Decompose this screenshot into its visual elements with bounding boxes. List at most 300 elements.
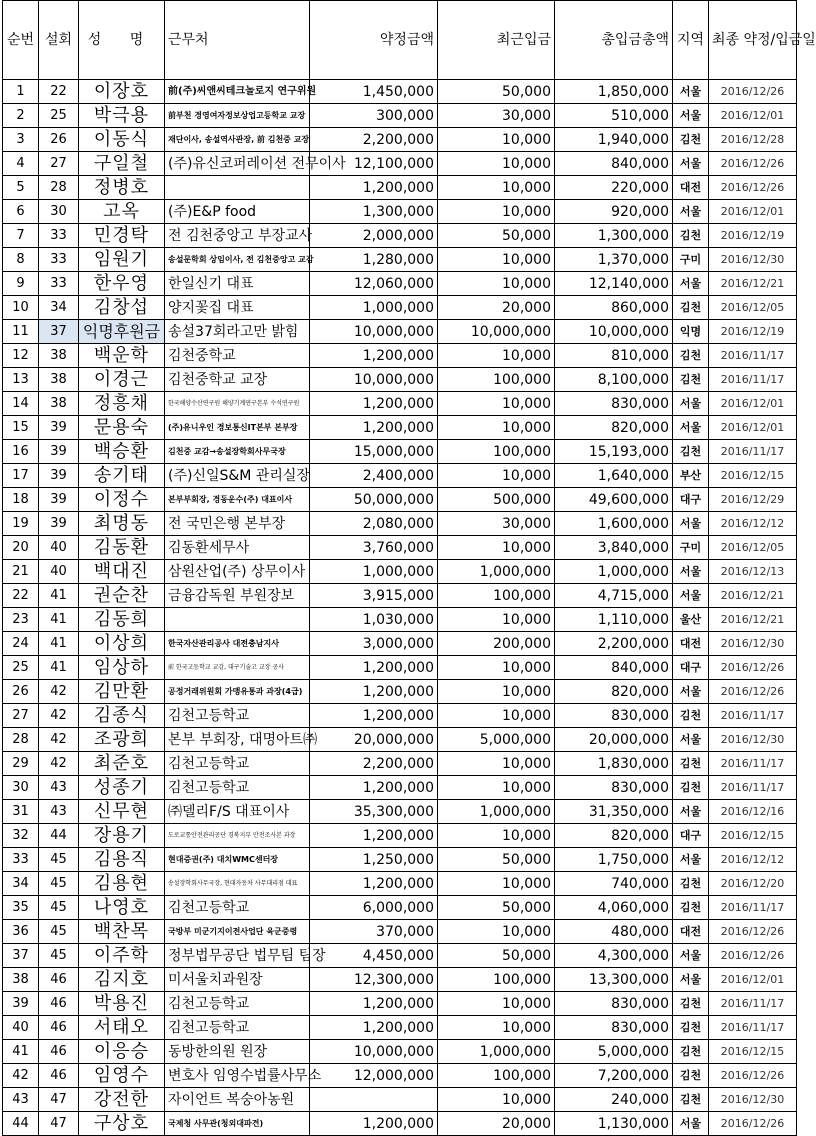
row-pledge-amount: 2,000,000 (310, 224, 438, 248)
row-total-deposit: 1,940,000 (555, 128, 673, 152)
row-workplace: 공정거래위원회 가맹유통과 과장(4급) (165, 680, 310, 704)
row-pledge-amount (310, 1088, 438, 1112)
row-name: 김종식 (79, 704, 165, 728)
table-row (3, 896, 797, 920)
row-name: 강전한 (79, 1088, 165, 1112)
row-seq: 25 (3, 656, 39, 680)
row-pledge-amount: 1,450,000 (310, 80, 438, 104)
row-last-date: 2016/12/21 (709, 608, 797, 632)
row-class-no: 41 (39, 656, 79, 680)
row-region: 서울 (673, 584, 709, 608)
row-pledge-amount: 4,450,000 (310, 944, 438, 968)
table-row (3, 272, 797, 296)
row-total-deposit: 830,000 (555, 992, 673, 1016)
row-total-deposit: 4,715,000 (555, 584, 673, 608)
row-name: 김동희 (79, 608, 165, 632)
row-name: 이상희 (79, 632, 165, 656)
row-workplace: 재단이사, 송설역사관장, 前 김천중 교장 (165, 128, 310, 152)
row-class-no: 26 (39, 128, 79, 152)
row-total-deposit: 1,850,000 (555, 80, 673, 104)
row-region: 김천 (673, 296, 709, 320)
row-last-date: 2016/12/26 (709, 1064, 797, 1088)
row-total-deposit: 12,140,000 (555, 272, 673, 296)
row-pledge-amount: 1,300,000 (310, 200, 438, 224)
row-workplace: 김동환세무사 (165, 536, 310, 560)
row-recent-deposit: 10,000 (438, 752, 555, 776)
row-class-no: 46 (39, 992, 79, 1016)
row-last-date: 2016/12/15 (709, 824, 797, 848)
row-name: 고옥 (79, 200, 165, 224)
row-name: 임원기 (79, 248, 165, 272)
table-row (3, 368, 797, 392)
row-recent-deposit: 10,000 (438, 1016, 555, 1040)
row-class-no: 34 (39, 296, 79, 320)
table-row (3, 968, 797, 992)
row-seq: 4 (3, 152, 39, 176)
row-last-date: 2016/12/12 (709, 512, 797, 536)
row-class-no: 41 (39, 632, 79, 656)
table-row (3, 464, 797, 488)
header-seq: 순번 (3, 1, 39, 80)
row-workplace: 김천고등학교 (165, 704, 310, 728)
table-row (3, 872, 797, 896)
row-last-date: 2016/11/17 (709, 992, 797, 1016)
row-seq: 36 (3, 920, 39, 944)
row-region: 김천 (673, 128, 709, 152)
row-class-no: 39 (39, 440, 79, 464)
table-row (3, 800, 797, 824)
row-region: 울산 (673, 608, 709, 632)
header-pledge-amount: 약정금액 (310, 1, 438, 80)
row-workplace: (주)유니우인 경보통신IT본부 본부장 (165, 416, 310, 440)
row-name: 백승환 (79, 440, 165, 464)
row-recent-deposit: 50,000 (438, 224, 555, 248)
row-region: 구미 (673, 248, 709, 272)
row-total-deposit: 1,000,000 (555, 560, 673, 584)
row-workplace: 前(주)씨앤씨테크놀로지 연구위원 (165, 80, 310, 104)
row-recent-deposit: 10,000 (438, 824, 555, 848)
row-region: 김천 (673, 1064, 709, 1088)
row-last-date: 2016/12/16 (709, 800, 797, 824)
row-seq: 44 (3, 1112, 39, 1136)
row-total-deposit: 1,370,000 (555, 248, 673, 272)
table-row (3, 512, 797, 536)
row-total-deposit: 10,000,000 (555, 320, 673, 344)
row-total-deposit: 1,110,000 (555, 608, 673, 632)
row-last-date: 2016/11/17 (709, 752, 797, 776)
row-last-date: 2016/12/26 (709, 152, 797, 176)
row-class-no: 42 (39, 752, 79, 776)
row-class-no: 37 (39, 320, 79, 344)
table-row (3, 992, 797, 1016)
row-pledge-amount: 2,200,000 (310, 128, 438, 152)
table-row (3, 80, 797, 104)
row-total-deposit: 1,750,000 (555, 848, 673, 872)
row-recent-deposit: 50,000 (438, 848, 555, 872)
row-last-date: 2016/11/17 (709, 440, 797, 464)
row-total-deposit: 740,000 (555, 872, 673, 896)
row-recent-deposit: 10,000 (438, 392, 555, 416)
row-seq: 3 (3, 128, 39, 152)
header-region: 지역 (673, 1, 709, 80)
table-row (3, 776, 797, 800)
row-workplace: 양지꽃집 대표 (165, 296, 310, 320)
table-row (3, 488, 797, 512)
row-last-date: 2016/12/19 (709, 224, 797, 248)
row-class-no: 46 (39, 968, 79, 992)
row-recent-deposit: 10,000 (438, 176, 555, 200)
row-seq: 34 (3, 872, 39, 896)
table-row (3, 560, 797, 584)
row-workplace: 현대증권(주) 대치WMC센터장 (165, 848, 310, 872)
row-total-deposit: 220,000 (555, 176, 673, 200)
row-region: 서울 (673, 968, 709, 992)
row-recent-deposit: 10,000 (438, 416, 555, 440)
row-total-deposit: 860,000 (555, 296, 673, 320)
header-total-deposit: 총입금총액 (555, 1, 673, 80)
row-recent-deposit: 100,000 (438, 440, 555, 464)
row-last-date: 2016/12/26 (709, 680, 797, 704)
row-workplace: (주)E&P food (165, 200, 310, 224)
row-workplace: 김천중학교 (165, 344, 310, 368)
row-pledge-amount: 1,200,000 (310, 1112, 438, 1136)
row-pledge-amount: 10,000,000 (310, 368, 438, 392)
row-workplace: 자이언트 복숭아농원 (165, 1088, 310, 1112)
table-row (3, 1016, 797, 1040)
row-class-no: 41 (39, 608, 79, 632)
row-name: 김만환 (79, 680, 165, 704)
row-seq: 10 (3, 296, 39, 320)
row-pledge-amount: 1,000,000 (310, 296, 438, 320)
row-last-date: 2016/11/17 (709, 704, 797, 728)
row-total-deposit: 13,300,000 (555, 968, 673, 992)
row-class-no: 45 (39, 896, 79, 920)
row-name: 조광희 (79, 728, 165, 752)
row-last-date: 2016/12/01 (709, 200, 797, 224)
table-row (3, 944, 797, 968)
row-pledge-amount: 6,000,000 (310, 896, 438, 920)
row-pledge-amount: 2,200,000 (310, 752, 438, 776)
row-seq: 8 (3, 248, 39, 272)
header-recent-deposit: 최근입금 (438, 1, 555, 80)
row-workplace: 김천고등학교 (165, 1016, 310, 1040)
row-region: 김천 (673, 344, 709, 368)
row-workplace: 김천고등학교 (165, 992, 310, 1016)
row-name: 익명후원금 (79, 320, 165, 344)
table-row (3, 608, 797, 632)
row-last-date: 2016/11/17 (709, 344, 797, 368)
row-seq: 41 (3, 1040, 39, 1064)
row-total-deposit: 830,000 (555, 1016, 673, 1040)
row-class-no: 33 (39, 248, 79, 272)
row-recent-deposit: 10,000 (438, 992, 555, 1016)
row-last-date: 2016/12/30 (709, 728, 797, 752)
row-region: 서울 (673, 848, 709, 872)
row-name: 서태오 (79, 1016, 165, 1040)
row-name: 이장호 (79, 80, 165, 104)
row-recent-deposit: 10,000 (438, 536, 555, 560)
row-class-no: 38 (39, 368, 79, 392)
row-class-no: 45 (39, 944, 79, 968)
row-workplace: 본부부회장, 경동운수(주) 대표이사 (165, 488, 310, 512)
row-class-no: 33 (39, 272, 79, 296)
row-recent-deposit: 30,000 (438, 512, 555, 536)
row-total-deposit: 8,100,000 (555, 368, 673, 392)
row-pledge-amount: 1,030,000 (310, 608, 438, 632)
table-row (3, 848, 797, 872)
row-name: 구일철 (79, 152, 165, 176)
row-last-date: 2016/11/17 (709, 1016, 797, 1040)
row-total-deposit: 49,600,000 (555, 488, 673, 512)
row-pledge-amount: 1,280,000 (310, 248, 438, 272)
row-name: 최명동 (79, 512, 165, 536)
row-class-no: 38 (39, 344, 79, 368)
row-recent-deposit: 100,000 (438, 968, 555, 992)
row-workplace: 김천고등학교 (165, 776, 310, 800)
row-name: 김용직 (79, 848, 165, 872)
row-class-no: 42 (39, 728, 79, 752)
table-row (3, 656, 797, 680)
row-workplace: 김천중 교감→송설장학회사무국장 (165, 440, 310, 464)
row-recent-deposit: 10,000 (438, 272, 555, 296)
row-region: 대전 (673, 176, 709, 200)
row-seq: 37 (3, 944, 39, 968)
row-pledge-amount: 1,200,000 (310, 680, 438, 704)
row-seq: 18 (3, 488, 39, 512)
row-seq: 33 (3, 848, 39, 872)
row-last-date: 2016/12/01 (709, 392, 797, 416)
row-seq: 22 (3, 584, 39, 608)
row-name: 박용진 (79, 992, 165, 1016)
row-name: 김동환 (79, 536, 165, 560)
row-recent-deposit: 10,000 (438, 344, 555, 368)
row-name: 김용현 (79, 872, 165, 896)
row-pledge-amount: 10,000,000 (310, 320, 438, 344)
row-last-date: 2016/12/21 (709, 584, 797, 608)
row-class-no: 45 (39, 872, 79, 896)
row-last-date: 2016/12/26 (709, 944, 797, 968)
row-seq: 31 (3, 800, 39, 824)
row-region: 김천 (673, 776, 709, 800)
row-seq: 14 (3, 392, 39, 416)
row-last-date: 2016/12/30 (709, 1088, 797, 1112)
row-class-no: 33 (39, 224, 79, 248)
row-workplace: 국제청 사무관(청외대파견) (165, 1112, 310, 1136)
row-last-date: 2016/12/26 (709, 1112, 797, 1136)
row-pledge-amount: 3,760,000 (310, 536, 438, 560)
row-total-deposit: 820,000 (555, 680, 673, 704)
row-total-deposit: 20,000,000 (555, 728, 673, 752)
row-pledge-amount: 3,915,000 (310, 584, 438, 608)
row-class-no: 46 (39, 1064, 79, 1088)
table-row (3, 728, 797, 752)
row-region: 대구 (673, 824, 709, 848)
row-region: 구미 (673, 536, 709, 560)
row-last-date: 2016/11/17 (709, 776, 797, 800)
row-total-deposit: 4,300,000 (555, 944, 673, 968)
row-region: 서울 (673, 512, 709, 536)
row-total-deposit: 240,000 (555, 1088, 673, 1112)
table-row (3, 296, 797, 320)
row-seq: 23 (3, 608, 39, 632)
row-recent-deposit: 10,000 (438, 920, 555, 944)
row-seq: 38 (3, 968, 39, 992)
row-last-date: 2016/12/20 (709, 872, 797, 896)
row-pledge-amount: 1,200,000 (310, 776, 438, 800)
row-name: 권순찬 (79, 584, 165, 608)
row-region: 서울 (673, 80, 709, 104)
row-total-deposit: 15,193,000 (555, 440, 673, 464)
header-last-date: 최종 약정/입금일 (709, 1, 797, 80)
row-workplace: 미서울치과원장 (165, 968, 310, 992)
row-last-date: 2016/12/28 (709, 128, 797, 152)
row-class-no: 39 (39, 464, 79, 488)
row-pledge-amount: 3,000,000 (310, 632, 438, 656)
row-seq: 35 (3, 896, 39, 920)
header-name: 성 명 (79, 1, 165, 80)
row-seq: 15 (3, 416, 39, 440)
row-recent-deposit: 10,000,000 (438, 320, 555, 344)
row-recent-deposit: 10,000 (438, 1088, 555, 1112)
row-region: 서울 (673, 392, 709, 416)
row-class-no: 22 (39, 80, 79, 104)
row-seq: 6 (3, 200, 39, 224)
row-seq: 30 (3, 776, 39, 800)
row-total-deposit: 31,350,000 (555, 800, 673, 824)
row-workplace: 전 국민은행 본부장 (165, 512, 310, 536)
table-row (3, 176, 797, 200)
row-class-no: 43 (39, 776, 79, 800)
row-name: 문용숙 (79, 416, 165, 440)
row-name: 한우영 (79, 272, 165, 296)
row-total-deposit: 810,000 (555, 344, 673, 368)
table-row (3, 344, 797, 368)
table-row (3, 440, 797, 464)
row-region: 서울 (673, 200, 709, 224)
row-recent-deposit: 20,000 (438, 296, 555, 320)
row-pledge-amount: 1,250,000 (310, 848, 438, 872)
row-total-deposit: 830,000 (555, 776, 673, 800)
row-class-no: 42 (39, 704, 79, 728)
row-total-deposit: 480,000 (555, 920, 673, 944)
table-row (3, 200, 797, 224)
row-workplace: 前 한국고등학교 교감, 대구기술고 교장 공사 (165, 656, 310, 680)
row-total-deposit: 840,000 (555, 152, 673, 176)
row-workplace: 삼원산업(주) 상무이사 (165, 560, 310, 584)
row-total-deposit: 4,060,000 (555, 896, 673, 920)
table-row (3, 248, 797, 272)
row-last-date: 2016/12/29 (709, 488, 797, 512)
row-total-deposit: 2,200,000 (555, 632, 673, 656)
row-class-no: 40 (39, 536, 79, 560)
row-pledge-amount: 20,000,000 (310, 728, 438, 752)
row-workplace: 한국자산관리공사 대전충남지사 (165, 632, 310, 656)
row-recent-deposit: 10,000 (438, 776, 555, 800)
row-recent-deposit: 50,000 (438, 896, 555, 920)
row-class-no: 44 (39, 824, 79, 848)
row-last-date: 2016/12/26 (709, 920, 797, 944)
row-class-no: 28 (39, 176, 79, 200)
row-total-deposit: 5,000,000 (555, 1040, 673, 1064)
row-pledge-amount: 10,000,000 (310, 1040, 438, 1064)
row-class-no: 41 (39, 584, 79, 608)
row-region: 김천 (673, 1016, 709, 1040)
row-last-date: 2016/12/21 (709, 272, 797, 296)
row-seq: 9 (3, 272, 39, 296)
row-recent-deposit: 10,000 (438, 704, 555, 728)
row-seq: 1 (3, 80, 39, 104)
row-workplace: 본부 부회장, 대명아트㈜ (165, 728, 310, 752)
row-pledge-amount: 2,080,000 (310, 512, 438, 536)
row-pledge-amount: 2,400,000 (310, 464, 438, 488)
row-class-no: 38 (39, 392, 79, 416)
row-region: 김천 (673, 1088, 709, 1112)
row-name: 백찬목 (79, 920, 165, 944)
header-class-no: 설회 (39, 1, 79, 80)
row-seq: 28 (3, 728, 39, 752)
row-pledge-amount: 370,000 (310, 920, 438, 944)
row-class-no: 39 (39, 416, 79, 440)
row-last-date: 2016/12/26 (709, 656, 797, 680)
row-workplace: 동방한의원 원장 (165, 1040, 310, 1064)
row-class-no: 39 (39, 512, 79, 536)
table-row (3, 1088, 797, 1112)
table-row (3, 1040, 797, 1064)
row-pledge-amount: 50,000,000 (310, 488, 438, 512)
row-region: 서울 (673, 800, 709, 824)
row-pledge-amount: 1,000,000 (310, 560, 438, 584)
row-recent-deposit: 10,000 (438, 248, 555, 272)
table-row (3, 416, 797, 440)
row-region: 익명 (673, 320, 709, 344)
row-class-no: 42 (39, 680, 79, 704)
row-total-deposit: 1,300,000 (555, 224, 673, 248)
row-last-date: 2016/12/01 (709, 416, 797, 440)
row-recent-deposit: 10,000 (438, 608, 555, 632)
row-region: 서울 (673, 944, 709, 968)
row-total-deposit: 820,000 (555, 824, 673, 848)
table-row (3, 704, 797, 728)
row-workplace: 김천중학교 교장 (165, 368, 310, 392)
row-region: 김천 (673, 440, 709, 464)
row-recent-deposit: 30,000 (438, 104, 555, 128)
table-row (3, 824, 797, 848)
row-seq: 12 (3, 344, 39, 368)
row-recent-deposit: 10,000 (438, 128, 555, 152)
row-pledge-amount: 12,060,000 (310, 272, 438, 296)
row-seq: 27 (3, 704, 39, 728)
row-workplace: 송설장학회사무국장, 현대자동차 사무대리점 대표 (165, 872, 310, 896)
row-workplace: 前부천 경영여자정보상업고등학교 교장 (165, 104, 310, 128)
row-region: 서울 (673, 104, 709, 128)
row-pledge-amount: 1,200,000 (310, 872, 438, 896)
row-region: 서울 (673, 152, 709, 176)
row-total-deposit: 830,000 (555, 704, 673, 728)
row-workplace: 김천고등학교 (165, 752, 310, 776)
row-pledge-amount: 1,200,000 (310, 344, 438, 368)
table-row (3, 320, 797, 344)
row-region: 김천 (673, 1040, 709, 1064)
row-recent-deposit: 10,000 (438, 872, 555, 896)
row-name: 송기태 (79, 464, 165, 488)
row-region: 서울 (673, 272, 709, 296)
row-recent-deposit: 10,000 (438, 200, 555, 224)
row-region: 대구 (673, 488, 709, 512)
row-recent-deposit: 1,000,000 (438, 800, 555, 824)
row-pledge-amount: 1,200,000 (310, 656, 438, 680)
row-region: 김천 (673, 368, 709, 392)
row-region: 김천 (673, 896, 709, 920)
